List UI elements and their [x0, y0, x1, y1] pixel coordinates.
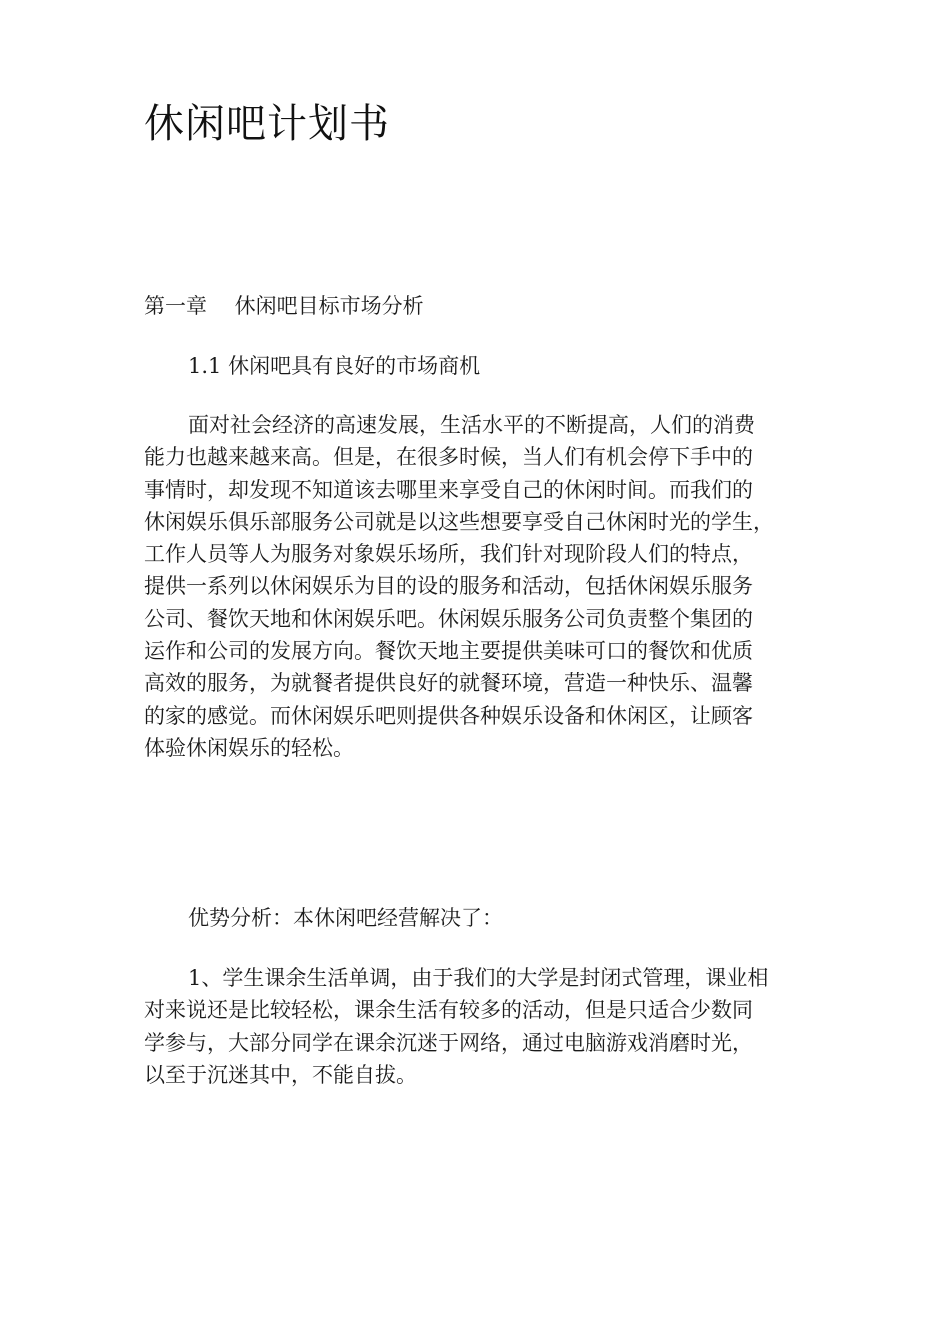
paragraph-line: 的家的感觉。而休闲娱乐吧则提供各种娱乐设备和休闲区，让顾客: [144, 703, 753, 728]
paragraph-line: 优势分析：本休闲吧经营解决了：: [188, 906, 503, 930]
paragraph-line: 事情时，却发现不知道该去哪里来享受自己的休闲时间。而我们的: [144, 477, 753, 502]
paragraph-advantage-intro: [144, 902, 834, 934]
paragraph-line: 公司、餐饮天地和休闲娱乐吧。休闲娱乐服务公司负责整个集团的: [144, 606, 753, 631]
paragraph-advantage-item-1: [144, 962, 834, 1091]
paragraph-line: 体验休闲娱乐的轻松。: [144, 735, 354, 760]
paragraph-line: 提供一系列以休闲娱乐为目的设的服务和活动，包括休闲娱乐服务: [144, 574, 753, 599]
section-heading: 1.1 休闲吧具有良好的市场商机: [188, 354, 481, 378]
chapter-heading: 第一章 休闲吧目标市场分析: [144, 294, 424, 318]
paragraph-line: 工作人员等人为服务对象娱乐场所，我们针对现阶段人们的特点，: [144, 542, 753, 567]
paragraph-market-opportunity: [144, 409, 834, 764]
paragraph-line: 学参与，大部分同学在课余沉迷于网络，通过电脑游戏消磨时光，: [144, 1030, 753, 1055]
paragraph-line: 以至于沉迷其中，不能自拔。: [144, 1062, 417, 1087]
paragraph-line: 面对社会经济的高速发展，生活水平的不断提高，人们的消费: [188, 413, 755, 437]
paragraph-line: 高效的服务，为就餐者提供良好的就餐环境，营造一种快乐、温馨: [144, 671, 753, 696]
document-title: 休闲吧计划书: [144, 101, 390, 147]
paragraph-line: 对来说还是比较轻松，课余生活有较多的活动，但是只适合少数同: [144, 998, 753, 1023]
paragraph-line: 运作和公司的发展方向。餐饮天地主要提供美味可口的餐饮和优质: [144, 639, 753, 664]
paragraph-line: 能力也越来越来高。但是，在很多时候，当人们有机会停下手中的: [144, 445, 753, 470]
paragraph-line: 休闲娱乐俱乐部服务公司就是以这些想要享受自己休闲时光的学生，: [144, 509, 774, 534]
paragraph-line: 1、学生课余生活单调，由于我们的大学是封闭式管理，课业相: [188, 966, 769, 990]
